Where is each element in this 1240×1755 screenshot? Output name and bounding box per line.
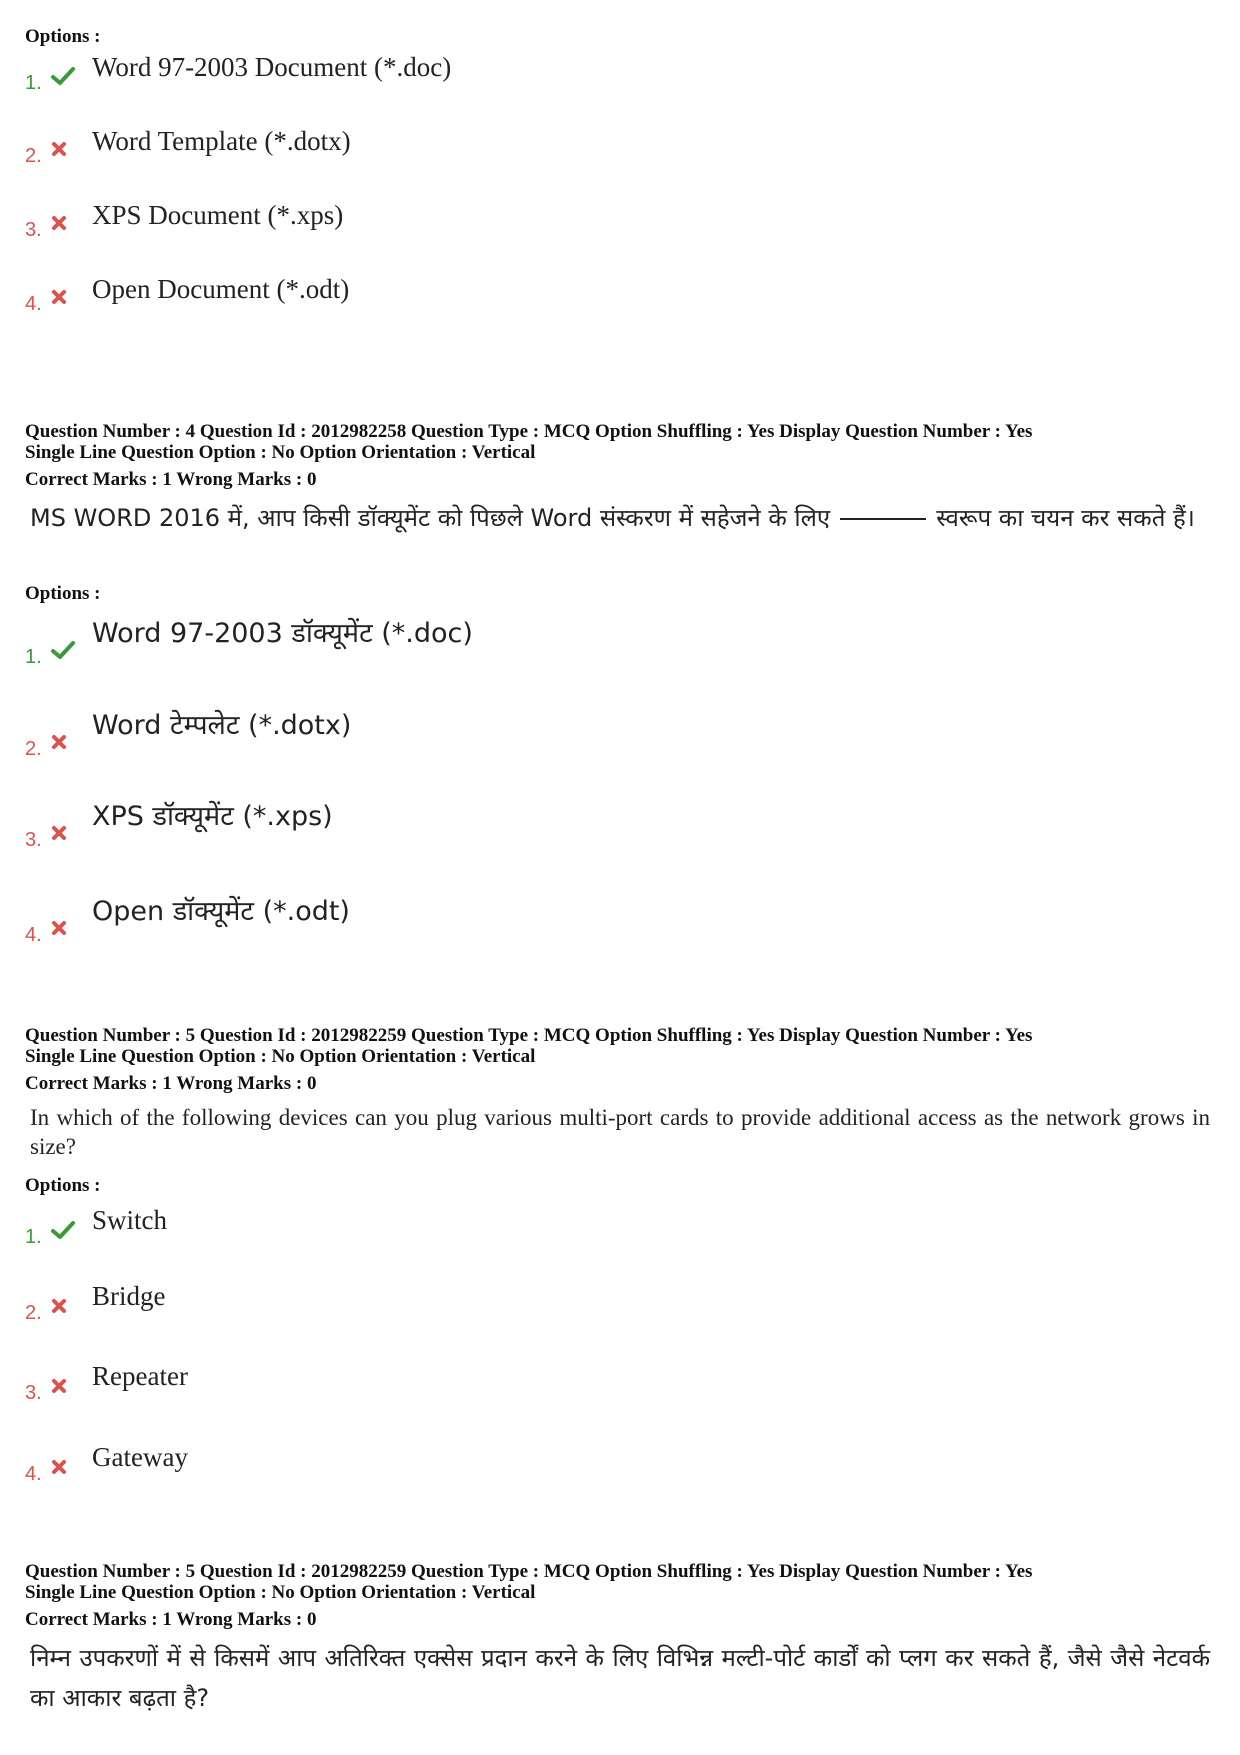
option-number: 2. xyxy=(25,738,42,760)
answer-blank xyxy=(840,518,926,520)
option-text: Open Document (*.odt) xyxy=(92,274,350,304)
option-text: XPS डॉक्यूमेंट (*.xps) xyxy=(92,801,333,832)
option-text: Repeater xyxy=(92,1361,188,1391)
question-text xyxy=(30,498,1210,538)
question-meta: Question Number : 5 Question Id : 2012982259 Question Type : MCQ Option Shuffling : Yes Display Question Number : Yes xyxy=(25,1561,1033,1582)
question-meta: Question Number : 5 Question Id : 2012982259 Question Type : MCQ Option Shuffling : Yes Display Question Number : Yes xyxy=(25,1025,1033,1046)
cross-icon xyxy=(51,289,67,305)
option-text: XPS Document (*.xps) xyxy=(92,200,344,230)
option-number: 3. xyxy=(25,829,42,851)
check-icon xyxy=(51,66,75,86)
question-meta: Single Line Question Option : No Option Orientation : Vertical xyxy=(25,1582,536,1603)
option-number: 1. xyxy=(25,1226,42,1248)
option-number: 1. xyxy=(25,72,42,94)
cross-icon xyxy=(51,734,67,750)
question-text: In which of the following devices can you plug various multi-port cards to provide additional access as the network grows in size? xyxy=(30,1105,1210,1159)
options-label: Options : xyxy=(25,1175,101,1196)
question-meta: Question Number : 4 Question Id : 2012982258 Question Type : MCQ Option Shuffling : Yes Display Question Number : Yes xyxy=(25,421,1033,442)
option-number: 4. xyxy=(25,924,42,946)
cross-icon xyxy=(51,141,67,157)
question-marks: Correct Marks : 1 Wrong Marks : 0 xyxy=(25,1073,317,1094)
options-label: Options : xyxy=(25,583,101,604)
question-meta: Single Line Question Option : No Option Orientation : Vertical xyxy=(25,442,536,463)
cross-icon xyxy=(51,825,67,841)
option-number: 4. xyxy=(25,293,42,315)
cross-icon xyxy=(51,215,67,231)
question-text: निम्न उपकरणों में से किसमें आप अतिरिक्त एक्सेस प्रदान करने के लिए विभिन्न मल्टी-पोर्ट कार्डों को प्लग कर सकते हैं, जैसे जैसे नेटवर्क का आकार बढ़ता है? xyxy=(30,1644,1210,1712)
cross-icon xyxy=(51,1298,67,1314)
cross-icon xyxy=(51,1459,67,1475)
option-number: 1. xyxy=(25,646,42,668)
option-number: 4. xyxy=(25,1463,42,1485)
check-icon xyxy=(51,640,75,660)
option-text: Switch xyxy=(92,1205,168,1235)
question-marks: Correct Marks : 1 Wrong Marks : 0 xyxy=(25,1609,317,1630)
question-marks: Correct Marks : 1 Wrong Marks : 0 xyxy=(25,469,317,490)
option-number: 3. xyxy=(25,1382,42,1404)
option-number: 2. xyxy=(25,1302,42,1324)
option-text: Gateway xyxy=(92,1442,188,1472)
cross-icon xyxy=(51,920,67,936)
question-text-part: स्वरूप का चयन कर सकते हैं। xyxy=(936,504,1195,532)
option-text: Word 97-2003 Document (*.doc) xyxy=(92,52,452,82)
option-number: 2. xyxy=(25,145,42,167)
option-text: Word Template (*.dotx) xyxy=(92,126,351,156)
option-text: Bridge xyxy=(92,1281,166,1311)
option-number: 3. xyxy=(25,219,42,241)
options-label: Options : xyxy=(25,26,101,47)
option-text: Word टेम्पलेट (*.dotx) xyxy=(92,710,352,741)
check-icon xyxy=(51,1220,75,1240)
cross-icon xyxy=(51,1378,67,1394)
question-meta: Single Line Question Option : No Option Orientation : Vertical xyxy=(25,1046,536,1067)
option-text: Word 97-2003 डॉक्यूमेंट (*.doc) xyxy=(92,618,473,649)
option-text: Open डॉक्यूमेंट (*.odt) xyxy=(92,896,350,927)
question-text-part: MS WORD 2016 में, आप किसी डॉक्यूमेंट को पिछले Word संस्करण में सहेजने के लिए xyxy=(30,504,831,532)
